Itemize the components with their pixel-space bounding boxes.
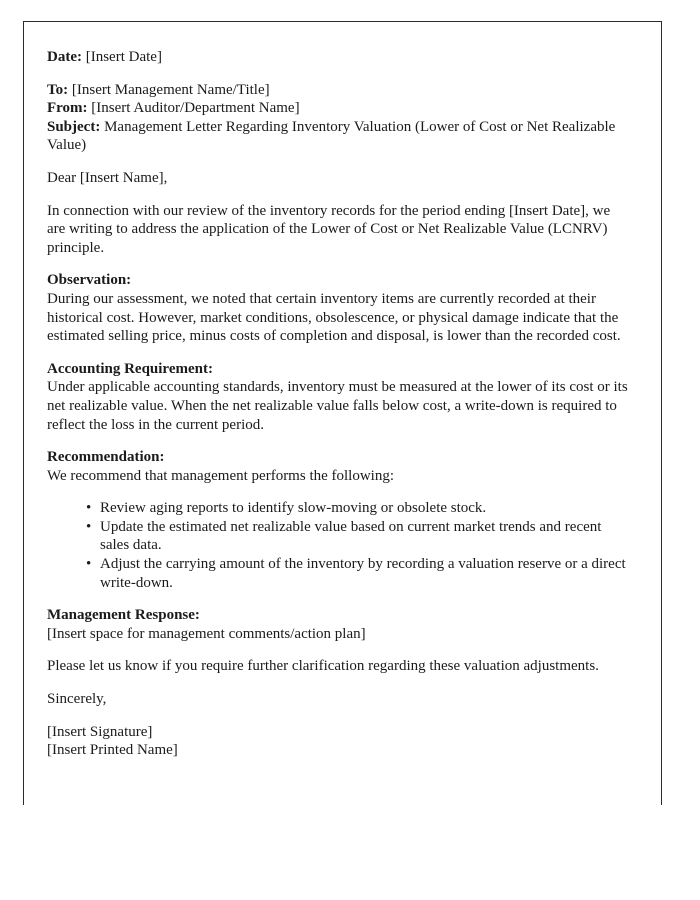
intro-paragraph: In connection with our review of the inventory records for the period ending [Insert Date], we are writing to address the application of the Lower of Cost or Net Realizable Value (LCNRV) principle. [47, 202, 611, 256]
recommendation-heading: Recommendation: [47, 449, 165, 466]
recipient-block [47, 81, 629, 155]
signature-block [47, 723, 629, 760]
list-item: • Update the estimated net realizable value based on current market trends and recent sales data. [86, 518, 629, 555]
list-item: • Adjust the carrying amount of the inventory by recording a valuation reserve or a direct write-down. [86, 555, 629, 592]
printed-name-placeholder: [Insert Printed Name] [47, 742, 178, 759]
subject-value: Management Letter Regarding Inventory Valuation (Lower of Cost or Net Realizable Value) [47, 118, 616, 154]
date-label: Date: [47, 49, 82, 65]
subject-line [47, 118, 629, 155]
sign-off: Sincerely, [47, 691, 107, 708]
section-management-response [47, 606, 629, 643]
letter-content [47, 48, 629, 774]
from-line [47, 99, 629, 118]
management-response-heading: Management Response: [47, 607, 200, 624]
date-line [47, 48, 629, 67]
accounting-requirement-text: Under applicable accounting standards, inventory must be measured at the lower of its cost or its net realizable value. When the net realizable value falls below cost, a write-down is required to reflect the loss in the current period. [47, 379, 628, 433]
to-line [47, 81, 629, 100]
signature-placeholder: [Insert Signature] [47, 723, 153, 740]
observation-text: During our assessment, we noted that certain inventory items are currently recorded at their historical cost. However, market conditions, obsolescence, or physical damage indicate that the estimated selling price, minus costs of completion and disposal, is lower than the recorded cost. [47, 290, 621, 345]
from-label: From: [47, 100, 88, 117]
salutation: Dear [Insert Name], [47, 169, 168, 186]
section-accounting-requirement [47, 360, 629, 434]
date-value: [Insert Date] [85, 49, 162, 65]
from-value: [Insert Auditor/Department Name] [91, 100, 300, 117]
list-item: • Review aging reports to identify slow-moving or obsolete stock. [86, 499, 629, 518]
accounting-requirement-heading: Accounting Requirement: [47, 360, 213, 377]
to-label: To: [47, 81, 69, 98]
management-response-text: [Insert space for management comments/action plan] [47, 625, 366, 642]
to-value: [Insert Management Name/Title] [71, 81, 270, 98]
subject-label: Subject: [47, 118, 101, 135]
recommendation-bullet-list [47, 499, 629, 592]
section-recommendation [47, 448, 629, 592]
observation-heading: Observation: [47, 272, 132, 289]
closing-request: Please let us know if you require further clarification regarding these valuation adjustments. [47, 658, 599, 675]
recommendation-text: We recommend that management performs the following: [47, 467, 395, 484]
section-observation [47, 271, 629, 345]
